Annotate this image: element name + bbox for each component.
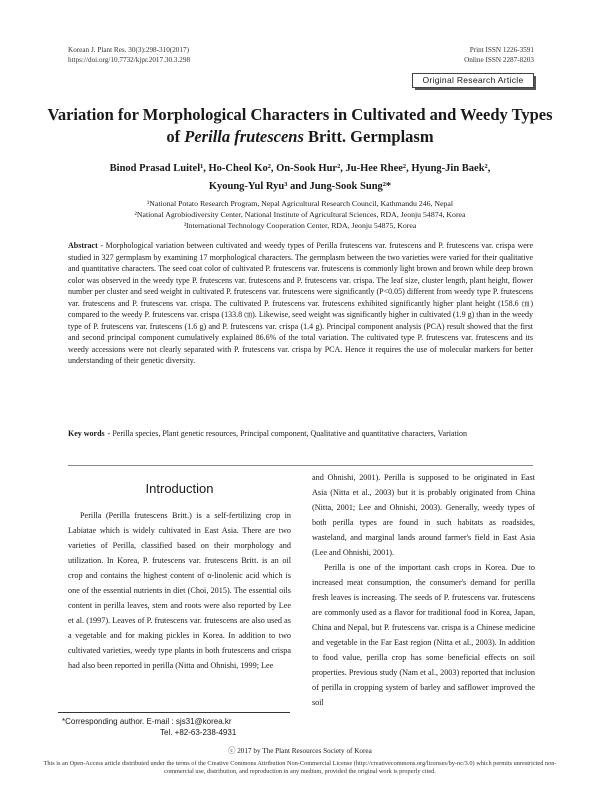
affiliation-1: ¹National Potato Research Program, Nepal Agricultural Research Council, Kathmandu 246, Nepal: [146, 199, 454, 208]
affiliation-2: ²National Agrobiodiversity Center, National Institute of Agricultural Sciences, RDA, Jeonju 54874, Korea: [134, 210, 466, 219]
title-species: Perilla frutescens: [184, 127, 304, 146]
article-type-badge: Original Research Article: [412, 73, 534, 88]
title-post: Britt. Germplasm: [303, 127, 434, 146]
abstract: [68, 240, 533, 367]
abstract-label: Abstract: [68, 241, 98, 250]
authors-line-1: Binod Prasad Luitel¹, Ho-Cheol Ko², On-Sook Hur², Ju-Hee Rhee², Hyung-Jin Baek²,: [109, 163, 491, 174]
intro-paragraph: Perilla (Perilla frutescens Britt.) is a self-fertilizing crop in Labiatae which is widely cultivated in East Asia. There are two varieties of Perilla, classified based on their morphology and utilization. In Korea, P. frutescens var. frutescens Britt. is an oil crop and contains the highest content of α-linolenic acid which is one of the essential nutrients in diet (Choi, 2015). The essential oils content in perilla leaves, stem and roots were also reported by Lee et al. (1997). Leaves of P. frutescens var. frutescens are also used as a vegetable and for making pickles in Korea. In addition to two cultivated varieties, weedy type plants in both frutescens and crispa had also been reported in perilla (Nitta and Ohnishi, 1999; Lee: [68, 511, 291, 670]
corresponding-email: *Corresponding author. E-mail : sjs31@korea.kr: [62, 717, 232, 726]
issn-online: Online ISSN 2287-8203: [464, 56, 534, 64]
journal-line: Korean J. Plant Res. 30(3):298-310(2017): [68, 46, 189, 54]
doi-link[interactable]: https://doi.org/10.7732/kjpr.2017.30.3.298: [68, 56, 191, 64]
intro-paragraph: Perilla is one of the important cash crops in Korea. Due to increased meat consumption, the consumer's demand for perilla fresh leaves is increasing. The seeds of P. frutescens var. frutescens are commonly used as a flavor for traditional food in Korea, Japan, China and Nepal, but P. frutescens var. crispa is a Chinese medicine and vegetable in the Far East region (Nitta et al., 2003). In addition to food value, perilla crop has some beneficial effects on soil properties. Previous study (Nam et al., 2003) reported that inclusion of perilla in cropping system of barley and safflower improved the soil: [312, 563, 535, 707]
left-column: [68, 508, 291, 673]
license-notice: This is an Open-Access article distributed under the terms of the Creative Commons Attribution Non-Commercial License (http://creativecommons.org/licenses/by-nc/3.0) which permits unrestricted non-commercial use, distribution, and reproduction in any medium, provided the original work is properly cited.: [43, 760, 557, 775]
keywords-label: Key words: [68, 429, 105, 438]
title-pre: of: [166, 127, 185, 146]
intro-paragraph-continued: and Ohnishi, 2001). Perilla is supposed to be originated in East Asia (Nitta et al., 2003) but it is probably originated from China (Nitta, 2001; Lee and Ohnishi, 2003). Generally, weedy types of both perilla types are found in such habitats as roadsides, wasteland, and marginal lands around farmer's field in East Asia (Lee and Ohnishi, 2001).: [312, 473, 535, 557]
affiliation-3: ³International Technology Cooperation Center, RDA, Jeonju 54875, Korea: [183, 221, 417, 230]
right-column: [312, 470, 535, 710]
title-line-1: Variation for Morphological Characters in Cultivated and Weedy Types: [47, 105, 553, 124]
footnote-rule: [58, 712, 290, 713]
journal-citation: [68, 45, 190, 65]
author-list: [60, 160, 540, 196]
paper-title: [40, 104, 560, 148]
issn-print: Print ISSN 1226-3591: [469, 46, 534, 54]
section-divider: [68, 465, 533, 466]
keywords-text: - Perilla species, Plant genetic resources, Principal component, Qualitative and quantitative characters, Variation: [107, 429, 467, 438]
abstract-text: - Morphological variation between cultivated and weedy types of Perilla frutescens var. frutescens and P. frutescens var. crispa were studied in 327 germplasm by examining 17 morphological characters. The germplasm between the two varieties were varied for their qualitative and quantitative characters. The seed coat color of cultivated P. frutescens var. frutescens is commonly light brown and brown while deep brown color was observed in the weedy type P. frutescens var. frutescens and P. frutescens var. crispa. The leaf size, cluster length, plant height, flower number per cluster and seed weight in cultivated P. frutescens var. frutescens were significantly (P<0.05) different from weedy type P. frutescens var. frutescens and P. frutescens var. crispa. The cultivated P. frutescens var. frutescens exhibited significantly higher plant height (158.6 ㎝) compared to the weedy P. frutescens var. crispa (133.8 ㎝). Likewise, seed weight was significantly higher in cultivated (1.9 g) than in the weedy type of P. frutescens var. frutescens (1.6 g) and P. frutescens var. crispa (1.4 g). Principal component analysis (PCA) result showed that the first and second principal component cumulatively explained 86.6% of the total variation. The cultivated type P. frutescens var. frutescens and its weedy accessions were not clearly separated with P. frutescens var. crispa by PCA. Hence it requires the use of molecular markers for better understanding of their genetic diversity.: [68, 241, 533, 365]
keywords: [68, 428, 533, 440]
affiliations: [50, 198, 550, 231]
introduction-heading: Introduction: [145, 481, 214, 496]
copyright-notice: ⓒ 2017 by The Plant Resources Society of Korea: [228, 747, 372, 755]
corresponding-phone: Tel. +82-63-238-4931: [160, 728, 237, 737]
title-line-2: [40, 126, 560, 148]
issn-block: [464, 45, 534, 65]
authors-line-2: Kyoung-Yul Ryu³ and Jung-Sook Sung²*: [208, 181, 392, 192]
corresponding-author-note: [62, 716, 236, 738]
